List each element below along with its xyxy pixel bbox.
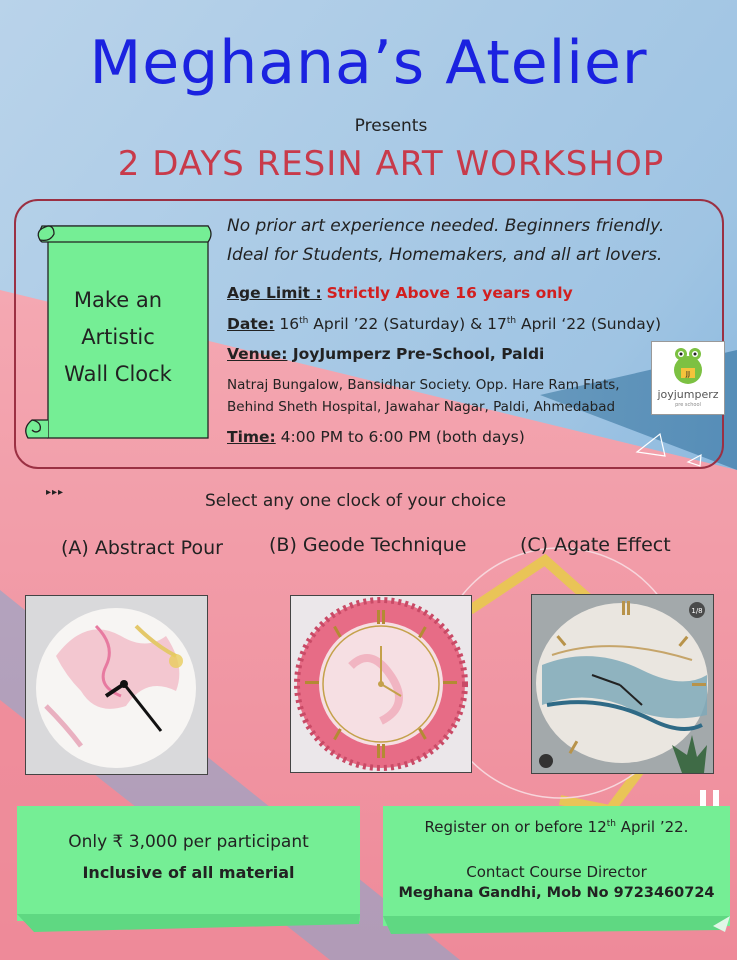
venue-value: JoyJumperz Pre-School, Paldi [287,345,545,363]
venue-row [227,345,544,363]
choice-heading: Select any one clock of your choice [205,491,507,511]
logo-tagline: pre school [675,402,701,408]
page-title: Meghana’s Atelier [89,28,648,98]
option-agate-effect: (C) Agate Effect [520,534,671,556]
abstract-clock-image [26,596,207,774]
photo-counter: 1/8 [691,607,703,615]
address-line-1: Natraj Bungalow, Bansidhar Society. Opp. Hare Ram Flats, [227,377,620,393]
date-text: April ’22 (Saturday) & 17 [308,315,507,333]
scroll-line: Make an [73,288,163,312]
registration-text: April ’22. [616,818,689,836]
registration-deadline [383,818,730,836]
agate-clock-image [532,595,713,773]
scroll-line: Wall Clock [64,362,172,386]
date-label: Date: [227,315,275,333]
geode-clock-image [291,596,471,772]
contact-label: Contact Course Director [466,863,647,881]
photo-agate-effect [531,594,714,774]
frog-icon [652,342,724,388]
scroll-text [44,282,192,393]
registration-text: Register on or before 12 [424,818,607,836]
workshop-subtitle: 2 DAYS RESIN ART WORKSHOP [117,144,665,184]
price-inclusion: Inclusive of all material [82,863,295,882]
joyjumperz-logo [651,341,725,415]
registration-suffix: th [606,819,616,829]
photo-geode-technique [290,595,472,773]
arrow-icon: ▸▸▸ [46,487,65,498]
description-line-2: Ideal for Students, Homemakers, and all art lovers. [227,245,663,265]
option-abstract-pour: (A) Abstract Pour [61,537,223,559]
option-geode-technique: (B) Geode Technique [269,534,467,556]
date-row [227,315,661,333]
logo-brand: joyjumperz [657,388,719,401]
date-suffix: th [299,315,309,326]
age-limit-value: Strictly Above 16 years only [326,284,573,302]
date-suffix: th [506,315,517,326]
presents-label: Presents [354,116,428,136]
age-limit-row [227,284,573,302]
photo-abstract-pour [25,595,208,775]
time-label: Time: [227,428,276,446]
address-line-2: Behind Sheth Hospital, Jawahar Nagar, Paldi, Ahmedabad [227,399,616,415]
scroll-line: Artistic [81,325,155,349]
time-row [227,428,525,446]
date-text: April ‘22 (Sunday) [516,315,661,333]
venue-label: Venue: [227,345,288,363]
date-text: 16 [274,315,300,333]
time-value: 4:00 PM to 6:00 PM (both days) [275,428,525,446]
description-line-1: No prior art experience needed. Beginners friendly. [227,216,665,236]
frog-shirt-label: JJ [685,370,691,378]
contact-details: Meghana Gandhi, Mob No 9723460724 [398,885,715,901]
price-text: Only ₹ 3,000 per participant [68,832,309,852]
age-limit-label: Age Limit : [227,284,322,302]
